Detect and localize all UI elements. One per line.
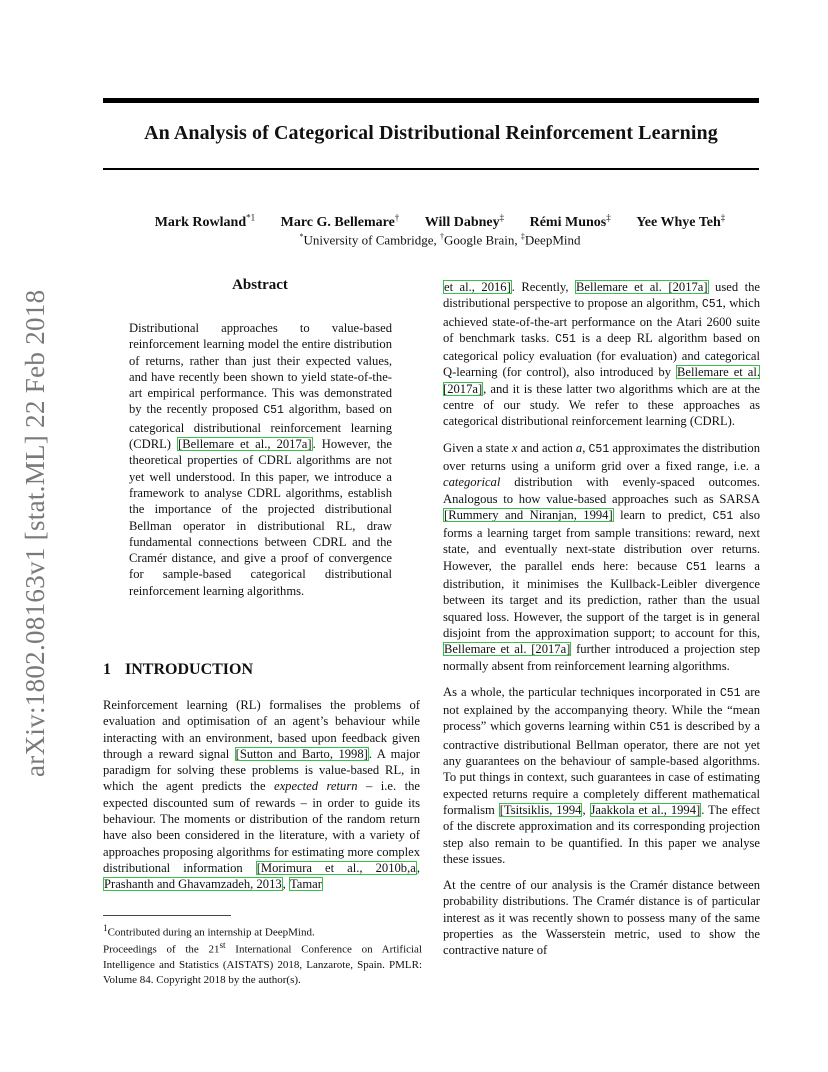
section-heading: 1 INTRODUCTION [103,661,254,678]
author-list [100,212,780,231]
paragraph: As a whole, the particular techniques incorporated in C51 are not explained by the accompanying theory. While the “mean process” which governs learning within C51 is described by a contractive distributional Bellman operator, there are not yet any guarantees on the behaviour of sample-based algorithms. To put things in context, such guarantees in case of estimating expected returns require a completely different mathematical formalism [Tsitsiklis, 1994, Jaakkola et al., 1994]. The effect of the discrete approximation and its corresponding projection step also remain to be quantified. In this paper we analyse these issues. [443,684,761,866]
footnote: $^1$Contributed during an internship at DeepMind. [103,923,315,939]
citation-link[interactable]: Bellemare et al. [2017a] [443,365,760,396]
citation-link[interactable]: [Sutton and Barto, 1998] [235,746,368,761]
affiliations: *University of Cambridge, †Google Brain, ‡DeepMind [299,232,581,248]
citation-link[interactable]: et al., 2016] [444,280,511,294]
citation-link[interactable]: Prashanth and Ghavamzadeh, 2013 [104,877,282,892]
intro-paragraph: Reinforcement learning (RL) formalises the problems of evaluation and optimisation of an agent’s behaviour while interacting with an environment, based upon feedback given through a reward signal [Sutton and Barto, 1998]. A major paradigm for solving these problems is value-based RL, in which the agent predicts the expected return – i.e. the expected discounted sum of rewards – in order to guide its behaviour. The moments or distribution of the random return have also been considered in the literature, with a variety of approaches proposing algorithms for estimating more complex distributional information [Morimura et al., 2010b,a, Prashanth and Ghavamzadeh, 2013, Tamar [103,698,420,892]
citation-link[interactable]: Bellemare et al. [2017a] [575,280,708,294]
paragraph: Given a state x and action a, C51 approximates the distribution over returns using a uniform grid over a fixed range, i.e. a categorical distribution with evenly-spaced outcomes. Analogous to how value-based approaches such as SARSA [Rummery and Niranjan, 1994] learn to predict, C51 also forms a learning target from sample transitions: reward, next state, and eventually next-state distribution over returns. However, the parallel ends here: because C51 learns a distribution, it minimises the Kullback-Leibler divergence between its target and its prediction, rather than the usual squared loss. However, the support of the target is in general disjoint from the approximation support; to account for this, Bellemare et al. [2017a] further introduced a projection step normally absent from reinforcement learning algorithms. [443,440,761,673]
citation-link[interactable]: [Bellemare et al., 2017a] [178,437,312,452]
right-column [443,279,760,969]
citation-link[interactable]: [Rummery and Niranjan, 1994] [444,507,613,522]
author: Rémi Munos‡ [529,212,611,230]
citation-link[interactable]: [Tsitsiklis, 1994 [499,802,582,817]
proceedings-note: Proceedings of the 21st International Conference on Artificial Intelligence and Statistics (AISTATS) 2018, Lanzarote, Spain. PMLR: Volume 84. Copyright 2018 by the author(s). [103,940,422,986]
title-bottom-rule [103,168,759,170]
author: Will Dabney‡ [424,212,505,230]
arxiv-side-stamp: arXiv:1802.08163v1 [stat.ML] 22 Feb 2018 [20,289,50,777]
abstract-text: Distributional approaches to value-based reinforcement learning model the entire distribution of returns, rather than just their expected values, and have recently been shown to yield state-of-the-art empirical performance. This was demonstrated by the recently proposed C51 algorithm, based on categorical distributional reinforcement learning (CDRL) [Bellemare et al., 2017a]. However, the theoretical properties of CDRL algorithms are not yet well understood. In this paper, we introduce a framework to analyse CDRL algorithms, establish the importance of the projected distributional Bellman operator in distributional RL, draw fundamental connections between CDRL and the Cramér distance, and give a proof of convergence for sample-based categorical distributional reinforcement learning algorithms. [129,321,392,598]
footnote-rule [103,915,231,916]
title-top-rule [103,98,759,103]
citation-link[interactable]: Tamar [289,877,322,892]
citation-link[interactable]: Bellemare et al. [2017a] [444,642,571,657]
paragraph: et al., 2016]. Recently, Bellemare et al. [2017a] used the distributional perspective to propose an algorithm, C51, which achieved state-of-the-art performance on the Atari 2600 suite of benchmark tasks. C51 is a deep RL algorithm based on categorical policy evaluation (for evaluation) and categorical Q-learning (for control), also introduced by Bellemare et al. [2017a], and it is these latter two algorithms which are at the centre of our study. We refer to these approaches as categorical distributional reinforcement learning (CDRL). [443,280,760,429]
abstract-heading: Abstract [232,277,288,293]
paragraph: At the centre of our analysis is the Cramér distance between probability distributions. The Cramér distance is of particular interest as it was recently shown to possess many of the same properties as the Wasserstein metric, used to show the contractive nature of [443,878,760,958]
author: Marc G. Bellemare† [280,212,400,230]
paper-title: An Analysis of Categorical Distributional Reinforcement Learning [144,122,718,144]
citation-link[interactable]: [Morimura et al., 2010b,a [256,860,416,875]
citation-link[interactable]: Jaakkola et al., 1994] [590,802,701,817]
author: Yee Whye Teh‡ [636,212,726,230]
author: Mark Rowland$^{*1}$ [154,212,256,230]
